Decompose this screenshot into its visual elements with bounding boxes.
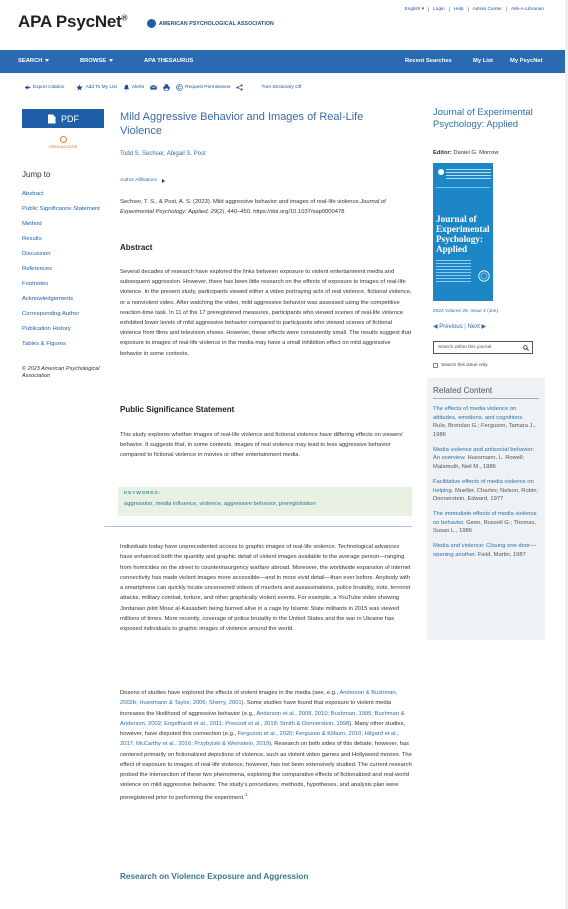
- article-authors[interactable]: Todd S. Sechser, Abigail S. Post: [120, 151, 206, 157]
- add-to-list-button[interactable]: Add To My List: [76, 84, 116, 91]
- jump-public-significance[interactable]: Public Significance Statement: [22, 205, 100, 212]
- jump-method[interactable]: Method: [22, 220, 42, 227]
- checkbox-icon[interactable]: [433, 363, 438, 368]
- apa-org-badge[interactable]: [147, 19, 274, 28]
- nav-thesaurus[interactable]: APA THESAURUS: [144, 58, 194, 64]
- ask-librarian-link[interactable]: Ask-A-Librarian: [506, 7, 548, 12]
- jump-discussion[interactable]: Discussion: [22, 250, 51, 257]
- pdf-button[interactable]: PDF: [22, 109, 104, 128]
- article-title: Mild Aggressive Behavior and Images of Real-Life Violence: [120, 111, 364, 137]
- print-icon: [163, 84, 170, 91]
- next-issue-link[interactable]: Next ▶: [467, 324, 487, 330]
- star-icon: [76, 84, 83, 91]
- main-nav: [0, 50, 568, 73]
- chevron-down-icon: [109, 59, 113, 62]
- email-button[interactable]: [150, 84, 157, 91]
- jump-footnotes[interactable]: Footnotes: [22, 280, 49, 287]
- related-item: The effects of media violence on attitudes, emotions, and cognitions. Rule, Brendan G.; Ferguson, Tamara J., 1986: [433, 406, 536, 438]
- issue-pager: ◀ Previous | Next ▶: [433, 324, 487, 330]
- apa-seal-icon: [438, 169, 444, 175]
- related-item-link[interactable]: The effects of media violence on attitudes, emotions, and cognitions.: [433, 406, 524, 421]
- keywords-label: KEYWORDS:: [124, 491, 162, 496]
- related-item-link[interactable]: The immediate effects of media violence on behavior.: [433, 511, 537, 526]
- search-icon[interactable]: [523, 345, 529, 351]
- site-logo[interactable]: APA PsycNet®: [18, 12, 128, 31]
- alerts-button[interactable]: Alerts: [123, 84, 144, 91]
- nav-browse[interactable]: BROWSE: [80, 58, 113, 64]
- nav-recent-searches[interactable]: Recent Searches: [405, 58, 452, 64]
- previous-issue-link[interactable]: ◀ Previous: [433, 324, 463, 330]
- related-item: Facilitative effects of media violence on helping. Mueller, Charles; Nelson, Robin; Donnerstein, Edward, 1977: [433, 478, 539, 503]
- open-lock-icon: [60, 136, 67, 143]
- help-link[interactable]: Help: [449, 7, 468, 12]
- related-content-panel: [427, 378, 545, 640]
- research-section-heading: Research on Violence Exposure and Aggression: [120, 872, 309, 881]
- journal-title-link[interactable]: Journal of Experimental Psychology: Applied: [433, 107, 533, 130]
- citation-link[interactable]: Anderson & Bushman, 2002b; Huesmann & Taylor, 2006; Sherry, 2001: [120, 690, 398, 707]
- bell-icon: [123, 84, 130, 91]
- share-icon: [236, 84, 243, 91]
- body-paragraph-2: Dozens of studies have explored the effects of violent images in the media (see, e.g., Anderson & Bushman, 2002b; Huesmann & Taylor, 2006; Sherry, 2001). Some studies have found that exposure to violent media increases the likelihood of aggressive behavior (e.g., Anderson et al., 2008, 2010; Bushman, 1995; Bushman & Anderson, 2002; Engelhardt et al., 2011; Prescott et al., 2018; Smith & Donnerstein, 1998). Many other studies, however, have disputed this connection (e.g., Ferguson et al., 2020; Ferguson & Kilburn, 2010; Hilgard et al., 2017; McCarthy et al., 2016; Przybylski & Weinstein, 2019). Research on both sides of this debate, however, has centered primarily on fictionalized depictions of violence, such as violent video games and Hollywood movies. The effect of exposure to images of real-life violence, however, has not been extensively studied. The current research probed the intersection of these two phenomena, exploring the comparative effects of fictionalized and real-world violence on mild aggressive behavior. The study’s procedures, methods, hypotheses, and analysis plan were preregistered prior to performing the experiment.$^1$: [120, 690, 412, 801]
- author-affiliations-toggle[interactable]: Author Affiliations: [120, 178, 165, 183]
- jump-references[interactable]: References: [22, 265, 53, 272]
- citation-link[interactable]: Anderson et al., 2008, 2010; Bushman, 1995; Bushman & Anderson, 2002; Engelhardt et al., 2011; Prescott et al., 2018; Smith & Donnerstein, 1998: [120, 710, 405, 727]
- related-item-link[interactable]: Media violence and antisocial behavior: An overview.: [433, 446, 535, 462]
- related-item: Media violence and antisocial behavior: An overview. Huesmann, L. Rowell; Malamuth, Neil M., 1986: [433, 446, 535, 470]
- abstract-text: Several decades of research have explored the links between exposure to violent entertainment media and subsequent aggression. However, there has been little research on the effects of exposure to images of real-life violence. In the present study, participants viewed either a video portraying acts of real violence, fictional violence, or a nonviolent video. After watching the video, mild aggressive behavior was assessed using the competitive reaction-time task. In 11 of the 17 preregistered measures, participants who viewed scenes of real-life violence exhibited lower levels of mild aggressive behavior compared to participants who viewed scenes of fictional violence from films and television shows. However, these effects were consistently small. The results suggest that exposure to images of real-life violence in the media may have a small inhibition effect on mild aggressive behavior in some contexts.: [120, 269, 412, 357]
- dictionary-toggle[interactable]: Turn Dictionary Off: [261, 85, 302, 90]
- keywords-list[interactable]: aggression, media influence, violence, aggressive behavior, preregistration: [124, 501, 316, 507]
- export-citation-button[interactable]: Export Citation: [24, 84, 64, 91]
- email-icon: [150, 84, 157, 91]
- admin-center-link[interactable]: Admin Center: [468, 7, 506, 12]
- journal-search-input[interactable]: Search within this journal: [433, 341, 533, 354]
- request-permissions-button[interactable]: Request Permissions: [176, 84, 230, 91]
- related-item-link[interactable]: Facilitative effects of media violence on helping.: [433, 478, 534, 494]
- related-item-link[interactable]: Media and violence: Closing one door—opening another.: [433, 543, 536, 558]
- copyright-notice: © 2023 American Psychological Association: [22, 366, 100, 379]
- jump-publication-history[interactable]: Publication History: [22, 325, 71, 332]
- jump-abstract[interactable]: Abstract: [22, 191, 44, 197]
- jump-acknowledgements[interactable]: Acknowledgements: [22, 295, 74, 302]
- site-header: [0, 0, 568, 50]
- jump-tables-figures[interactable]: Tables & Figures: [22, 340, 66, 347]
- copyright-icon: [176, 84, 183, 91]
- anniversary-badge-icon: [478, 270, 490, 282]
- nav-my-psycnet[interactable]: My PsycNet: [510, 58, 543, 64]
- jump-to-heading: Jump to: [22, 170, 51, 179]
- volume-issue-link[interactable]: 2023 Volume 29, Issue 2 (Jun): [433, 309, 499, 314]
- nav-search[interactable]: SEARCH: [18, 58, 49, 64]
- journal-editor: Editor: Daniel G. Morrow: [433, 150, 499, 156]
- language-select[interactable]: English ▾: [404, 7, 424, 12]
- search-issue-only-checkbox[interactable]: Search this issue only: [433, 363, 488, 368]
- footnote-link[interactable]: 1: [244, 792, 248, 798]
- cover-title: Journal of Experimental Psychology: Applied: [436, 214, 490, 254]
- pdf-file-icon: [47, 114, 56, 124]
- print-button[interactable]: [163, 84, 170, 91]
- public-significance-text: This study explores whether images of real-life violence and fictional violence have differing effects on viewers’ behavior. It suggests that, in some contexts, images of real violence may lead to less aggressive behavior compared to fictional violence in movies or other entertainment media.: [120, 432, 404, 459]
- login-link[interactable]: Login: [428, 7, 449, 12]
- public-significance-heading: Public Significance Statement: [120, 405, 235, 414]
- body-paragraph-1: Individuals today have unprecedented access to graphic images of real-life violence. Technological advances have enhanced both the quantity and graphic detail of violent images available to the average person—ranging from homicides on the street to counterinsurgency warfare abroad. Moreover, the worldwide expansion of internet connectivity has made violent images more accessible—and in more vivid detail—than ever before. Anybody with a smartphone can quickly locate uncensored videos of murders and assassinations, police brutality, riots, terrorist attacks, military combat, torture, and other graphically violent events. For example, a YouTube video showing Jordanian pilot Moaz al-Kasasbeh being burned alive in a cage by Islamic State militants in 2015 was viewed millions of times. More recently, coverage of police brutality in the United States and the war in Ukraine has exposed individuals to graphic images of violence around the world.: [120, 544, 411, 632]
- article-toolbar: [24, 84, 301, 91]
- related-content-heading: Related Content: [433, 386, 539, 399]
- share-button[interactable]: [236, 84, 243, 91]
- utility-links: [401, 7, 549, 12]
- keywords-box: [118, 487, 412, 516]
- export-icon: [24, 84, 31, 91]
- citation-link[interactable]: Ferguson et al., 2020; Ferguson & Kilburn, 2010; Hilgard et al., 2017; McCarthy et al., 2016; Przybylski & Weinstein, 2019: [120, 731, 399, 748]
- article-citation: Sechser, T. S., & Post, A. S. (2023). Mild aggressive behavior and images of real-life violence.Journal of Experimental Psychology: Applied, 29(2), 440–450. https://doi.org/10.1037/xap0000478: [120, 199, 386, 215]
- related-item: The immediate effects of media violence on behavior. Geen, Russell G.; Thomas, Susan L., 1986: [433, 511, 537, 535]
- apa-logo-icon: [147, 19, 156, 28]
- chevron-down-icon: [45, 59, 49, 62]
- related-item: Media and violence: Closing one door—opening another. Field, Martin, 1987: [433, 543, 536, 558]
- nav-my-list[interactable]: My List: [473, 58, 493, 64]
- chevron-right-icon: [162, 179, 165, 183]
- jump-to-list: [22, 191, 102, 356]
- jump-results[interactable]: Results: [22, 235, 42, 242]
- section-divider: [104, 526, 412, 527]
- jump-corresponding-author[interactable]: Corresponding Author: [22, 310, 80, 317]
- abstract-heading: Abstract: [120, 243, 153, 252]
- apa-org-name: AMERICAN PSYCHOLOGICAL ASSOCIATION: [159, 20, 274, 27]
- open-access-badge: OPEN ACCESS: [47, 136, 79, 149]
